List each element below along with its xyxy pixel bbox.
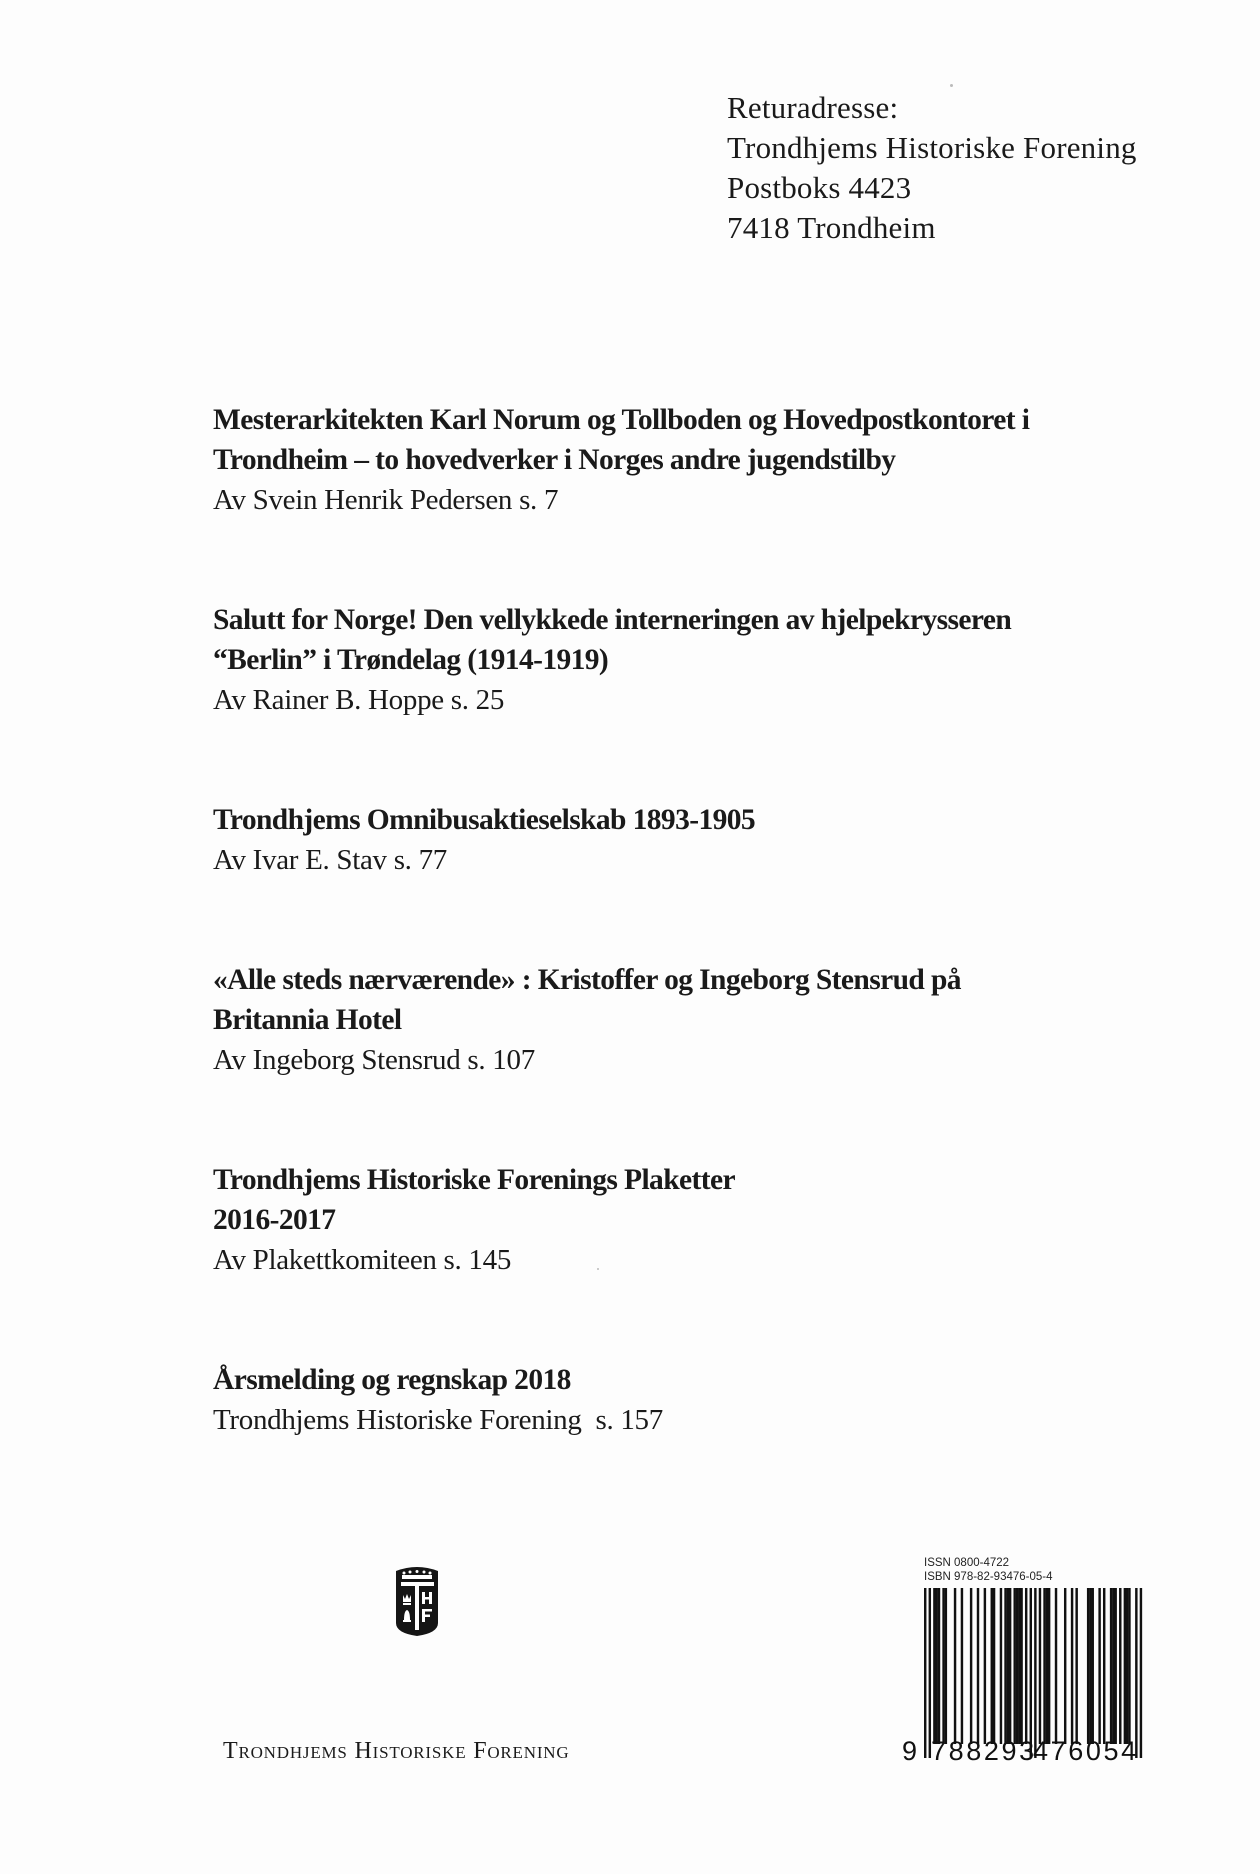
- barcode-bar: [991, 1588, 993, 1744]
- barcode-bar: [984, 1588, 986, 1744]
- barcode-guard-bar: [1140, 1588, 1142, 1758]
- barcode-bar: [1039, 1588, 1041, 1744]
- entry-title-line: Trondheim – to hovedverker i Norges andre jugendstilby: [213, 444, 896, 476]
- contents-entry: [213, 600, 1173, 720]
- barcode-guard-bar: [1135, 1588, 1137, 1758]
- barcode-bar: [1048, 1588, 1050, 1744]
- entry-title-line: Salutt for Norge! Den vellykkede interneringen av hjelpekrysseren: [213, 604, 1012, 636]
- entry-title-line: Mesterarkitekten Karl Norum og Tollboden og Hovedpostkontoret i: [213, 404, 1030, 436]
- scan-speck: [950, 84, 953, 87]
- scan-speck: [597, 1268, 599, 1270]
- barcode-bar: [1009, 1588, 1011, 1744]
- entry-title-line: Trondhjems Omnibusaktieselskab 1893-1905: [213, 804, 756, 836]
- barcode-bar: [1025, 1588, 1027, 1744]
- barcode-bar: [1103, 1588, 1105, 1744]
- contents-entry: [213, 1360, 1173, 1440]
- isbn-barcode: [900, 1552, 1150, 1782]
- barcode-bar: [942, 1588, 944, 1744]
- barcode-guard-bar: [1030, 1588, 1032, 1758]
- barcode-bar: [970, 1588, 972, 1744]
- barcode-bar: [1112, 1588, 1114, 1744]
- barcode-bar: [1110, 1588, 1112, 1744]
- return-address: [727, 88, 1137, 248]
- barcode-bar: [1000, 1588, 1002, 1744]
- entry-title: [213, 400, 1173, 480]
- publisher-name: Trondhjems Historiske Forening: [223, 1738, 570, 1764]
- barcode-bar: [938, 1588, 940, 1744]
- barcode-bar: [933, 1588, 935, 1744]
- barcode-bar: [961, 1588, 963, 1744]
- entry-title: [213, 1160, 1173, 1240]
- barcode-bar: [1075, 1588, 1077, 1744]
- barcode-guard-bar: [1034, 1588, 1036, 1758]
- barcode-digits-right: 476054: [1033, 1736, 1139, 1766]
- barcode-bar: [1013, 1588, 1015, 1744]
- barcode-codes: [924, 1556, 1053, 1584]
- barcode-bar: [977, 1588, 979, 1744]
- barcode-digit-lead: 9: [902, 1736, 920, 1766]
- issn-number: ISSN 0800-4722: [924, 1557, 1010, 1569]
- contents-entry: [213, 1160, 1173, 1280]
- isbn-number: ISBN 978-82-93476-05-4: [924, 1571, 1053, 1583]
- barcode-bar: [1018, 1588, 1020, 1744]
- entry-title-line: Årsmelding og regnskap 2018: [213, 1364, 571, 1396]
- barcode-bar: [1004, 1588, 1006, 1744]
- contents-entry: [213, 400, 1173, 520]
- return-address-organization: Trondhjems Historiske Forening: [727, 130, 1137, 165]
- barcode-bar: [945, 1588, 947, 1744]
- entry-title-line: «Alle steds nærværende» : Kristoffer og Ingeborg Stensrud på: [213, 964, 961, 996]
- return-address-label: Returadresse:: [727, 90, 899, 125]
- barcode-bar: [1016, 1588, 1018, 1744]
- barcode-bar: [1020, 1588, 1022, 1744]
- barcode-digits: [900, 1736, 1150, 1766]
- entry-title: [213, 800, 1173, 840]
- barcode-bar: [1071, 1588, 1073, 1744]
- entry-byline: Av Svein Henrik Pedersen s. 7: [213, 484, 559, 516]
- entry-title-line: Trondhjems Historiske Forenings Plaketter: [213, 1164, 735, 1196]
- barcode-bar: [1124, 1588, 1126, 1744]
- barcode-bar: [1092, 1588, 1094, 1744]
- barcode-bar: [1064, 1588, 1066, 1744]
- barcode-digits-left: 788293: [931, 1736, 1037, 1766]
- entry-title: [213, 1360, 1173, 1400]
- contents-entry: [213, 800, 1173, 880]
- entry-title: [213, 600, 1173, 680]
- barcode-bar: [1007, 1588, 1009, 1744]
- entry-byline: Trondhjems Historiske Forening s. 157: [213, 1404, 663, 1436]
- barcode-bar: [935, 1588, 937, 1744]
- barcode-bar: [993, 1588, 995, 1744]
- contents-entry: [213, 960, 1173, 1080]
- barcode-bar: [1114, 1588, 1116, 1744]
- barcode-bar: [1089, 1588, 1091, 1744]
- barcode-guard-bar: [929, 1588, 931, 1758]
- barcode-bar: [1098, 1588, 1100, 1744]
- entry-title-line: Britannia Hotel: [213, 1004, 402, 1036]
- barcode-bar: [1087, 1588, 1089, 1744]
- entry-byline: Av Ingeborg Stensrud s. 107: [213, 1044, 535, 1076]
- entry-byline: Av Plakettkomiteen s. 145: [213, 1244, 512, 1276]
- barcode-bar: [1119, 1588, 1121, 1744]
- barcode-guard-bar: [924, 1588, 926, 1758]
- entry-byline: Av Ivar E. Stav s. 77: [213, 844, 447, 876]
- barcode-bar: [1055, 1588, 1057, 1744]
- barcode-bar: [1046, 1588, 1048, 1744]
- return-address-city: 7418 Trondheim: [727, 210, 936, 245]
- entry-title: [213, 960, 1173, 1040]
- entry-title-line: 2016-2017: [213, 1204, 336, 1236]
- barcode-bar: [954, 1588, 956, 1744]
- barcode-bar: [1043, 1588, 1045, 1744]
- entry-byline: Av Rainer B. Hoppe s. 25: [213, 684, 505, 716]
- barcode-bar: [1126, 1588, 1128, 1744]
- society-crest-icon: [392, 1563, 442, 1637]
- barcode-bars: [900, 1588, 1150, 1758]
- return-address-po-box: Postboks 4423: [727, 170, 912, 205]
- entry-title-line: “Berlin” i Trøndelag (1914-1919): [213, 644, 609, 676]
- barcode-bar: [1128, 1588, 1130, 1744]
